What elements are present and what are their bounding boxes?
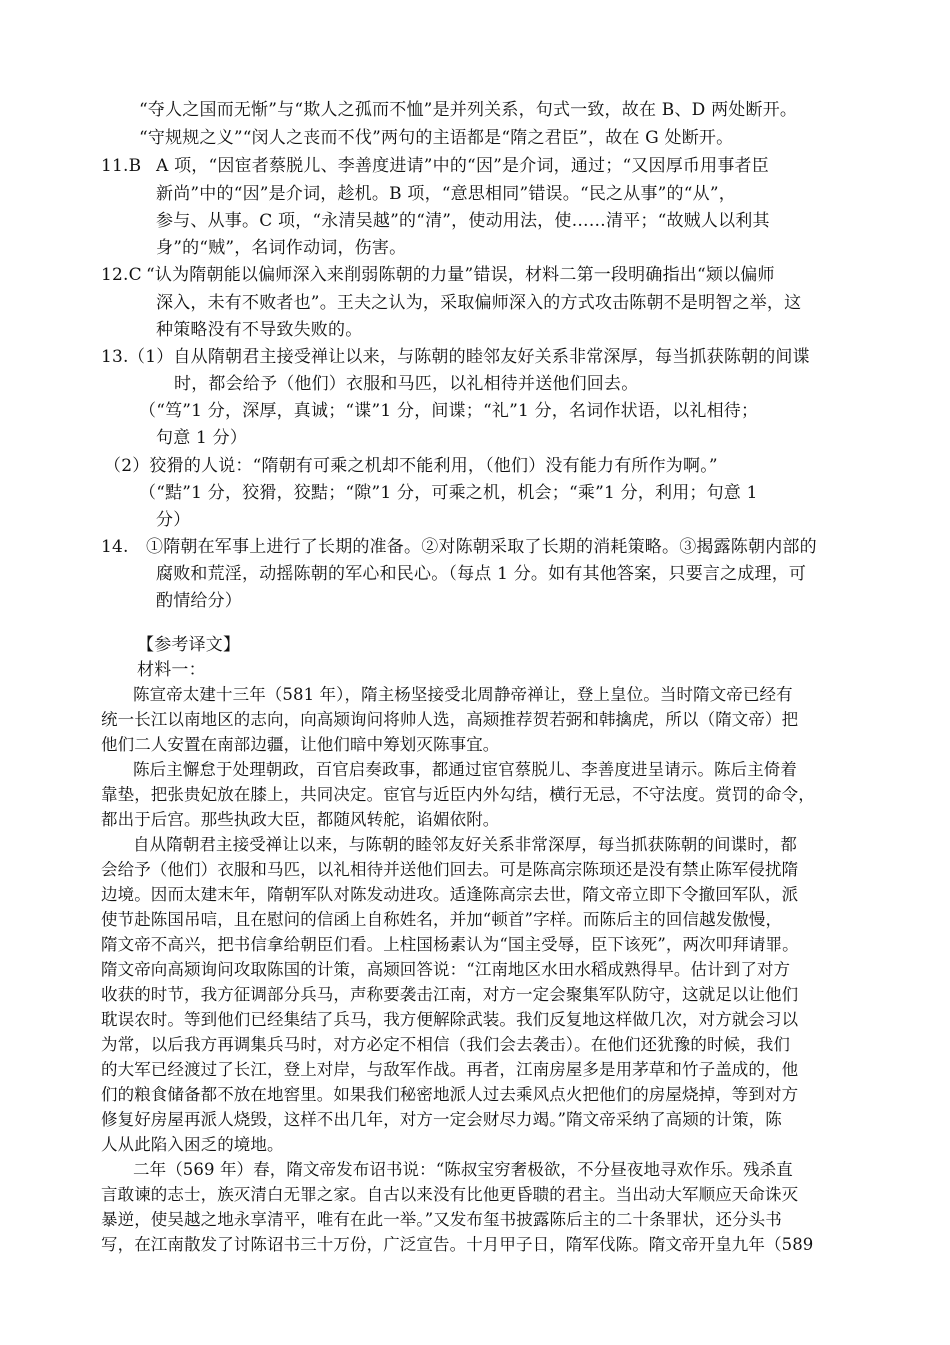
translation-p4-line-4: 写，在江南散发了讨陈诏书三十万份，广泛宣告。十月甲子日，隋军伐陈。隋文帝开皇九年（589 — [101, 1235, 814, 1254]
translation-p1-line-3: 他们二人安置在南部边疆，让他们暗中筹划灭陈事宜。 — [101, 735, 500, 754]
q13-part1-line-2: 时，都会给予（他们）衣服和马匹，以礼相待并送他们回去。 — [174, 374, 639, 394]
translation-p2-line-2: 靠垫，把张贵妃放在膝上，共同决定。宦官与近臣内外勾结，横行无忌，不守法度。赏罚的命令， — [101, 785, 815, 804]
translation-p4-line-1: 二年（569 年）春，隋文帝发布诏书说：“陈叔宝穷奢极欲，不分昼夜地寻欢作乐。残杀直 — [133, 1160, 793, 1179]
translation-heading: 【参考译文】 — [137, 635, 241, 655]
translation-p4-line-3: 暴逆，使吴越之地永享清平，唯有在此一举。”又发布玺书披露陈后主的二十条罪状，还分头书 — [101, 1210, 782, 1229]
q12-line-2: 深入，未有不败者也”。王夫之认为，采取偏师深入的方式攻击陈朝不是明智之举，这 — [156, 293, 802, 313]
q12-line-1: “认为隋朝能以偏师深入来削弱陈朝的力量”错误，材料二第一段明确指出“颎以偏师 — [146, 265, 775, 285]
translation-p3-line-10: 的大军已经渡过了长江，登上对岸，与敌军作战。再者，江南房屋多是用茅草和竹子盖成的，他 — [101, 1060, 799, 1079]
translation-p3-line-5: 隋文帝不高兴，把书信拿给朝臣们看。上柱国杨素认为“国主受辱，臣下该死”，两次叩拜请罪。 — [101, 935, 799, 954]
translation-p3-line-9: 为常，以后我方再调集兵马时，对方必定不相信（我们会去袭击）。在他们还犹豫的时候，我们 — [101, 1035, 790, 1054]
translation-p3-line-7: 收获的时节，我方征调部分兵马，声称要袭击江南，对方一定会聚集军队防守，这就足以让他们 — [101, 985, 799, 1004]
translation-p1-line-1: 陈宣帝太建十三年（581 年），隋主杨坚接受北周静帝禅让，登上皇位。当时隋文帝已经有 — [133, 685, 793, 704]
translation-p2-line-3: 都出于后宫。那些执政大臣，都随风转舵，谄媚依附。 — [101, 810, 500, 829]
q11-line-2: 新尚”中的“因”是介词，趁机。B 项，“意思相同”错误。“民之从事”的“从”， — [156, 184, 736, 204]
q11-line-4: 身”的“贼”，名词作动词，伤害。 — [156, 238, 407, 258]
q14-line-2: 腐败和荒淫，动摇陈朝的军心和民心。（每点 1 分。如有其他答案，只要言之成理，可 — [156, 564, 807, 584]
translation-p1-line-2: 统一长江以南地区的志向，向高颎询问将帅人选，高颎推荐贺若弼和韩擒虎，所以（隋文帝）把 — [101, 710, 799, 729]
translation-p3-line-2: 会给予（他们）衣服和马匹，以礼相待并送他们回去。可是陈高宗陈顼还是没有禁止陈军侵扰隋 — [101, 860, 799, 879]
translation-p3-line-11: 们的粮食储备都不放在地窖里。如果我们秘密地派人过去乘风点火把他们的房屋烧掉，等到对方 — [101, 1085, 799, 1104]
q13-part2-score-line-2: 分） — [156, 510, 191, 530]
translation-p3-line-4: 使节赴陈国吊唁，且在慰问的信函上自称姓名，并加“顿首”字样。而陈后主的回信越发傲慢， — [101, 910, 783, 929]
q12-label: 12.C — [101, 265, 142, 285]
q14-line-1: ①隋朝在军事上进行了长期的准备。②对陈朝采取了长期的消耗策略。③揭露陈朝内部的 — [146, 537, 817, 557]
q14-line-3: 酌情给分） — [156, 591, 242, 611]
q10-reason-line-2: “守规规之义”“闵人之丧而不伐”两句的主语都是“隋之君臣”，故在 G 处断开。 — [139, 128, 734, 148]
q13-part2-line: （2）狡猾的人说：“隋朝有可乘之机却不能利用，（他们）没有能力有所作为啊。” — [104, 456, 718, 476]
q11-label: 11.B — [101, 156, 142, 176]
q13-label: 13. — [101, 347, 129, 367]
q10-reason-line-1: “夺人之国而无惭”与“欺人之孤而不恤”是并列关系，句式一致，故在 B、D 两处断开。 — [139, 100, 798, 120]
translation-p3-line-12: 修复好房屋再派人烧毁，这样不出几年，对方一定会财尽力竭。”隋文帝采纳了高颎的计策，陈 — [101, 1110, 782, 1129]
q13-part1-line-1: （1）自从隋朝君主接受禅让以来，与陈朝的睦邻友好关系非常深厚，每当抓获陈朝的间谍 — [128, 347, 810, 367]
q12-line-3: 种策略没有不导致失败的。 — [156, 320, 363, 340]
q14-label: 14. — [101, 537, 129, 557]
translation-material-label: 材料一： — [137, 660, 206, 680]
q11-line-3: 参与、从事。C 项，“永清吴越”的“清”，使动用法，使……清平；“故贼人以利其 — [156, 211, 770, 231]
translation-p2-line-1: 陈后主懈怠于处理朝政，百官启奏政事，都通过宦官蔡脱儿、李善度进呈请示。陈后主倚着 — [133, 760, 797, 779]
q13-part1-score-line-2: 句意 1 分） — [156, 428, 248, 448]
translation-p3-line-8: 耽误农时。等到他们已经集结了兵马，我方便解除武装。我们反复地这样做几次，对方就会习以 — [101, 1010, 799, 1029]
q11-line-1: A 项，“因宦者蔡脱儿、李善度进请”中的“因”是介词，通过；“又因厚币用事者臣 — [156, 156, 769, 176]
translation-p3-line-6: 隋文帝向高颎询问攻取陈国的计策，高颎回答说：“江南地区水田水稻成熟得早。估计到了对方 — [101, 960, 791, 979]
translation-p3-line-3: 边境。因而太建末年，隋朝军队对陈发动进攻。适逢陈高宗去世，隋文帝立即下令撤回军队，派 — [101, 885, 799, 904]
q13-part1-score-line-1: （“笃”1 分，深厚，真诚；“谍”1 分，间谍；“礼”1 分，名词作状语，以礼相待； — [139, 401, 759, 421]
translation-p3-line-13: 人从此陷入困乏的境地。 — [101, 1135, 284, 1154]
translation-p4-line-2: 言敢谏的志士，族灭清白无罪之家。自古以来没有比他更昏聩的君主。当出动大军顺应天命诛灭 — [101, 1185, 799, 1204]
translation-p3-line-1: 自从隋朝君主接受禅让以来，与陈朝的睦邻友好关系非常深厚，每当抓获陈朝的间谍时，都 — [133, 835, 797, 854]
q13-part2-score-line-1: （“黠”1 分，狡猾，狡黠；“隙”1 分，可乘之机，机会；“乘”1 分，利用；句意 1 — [139, 483, 758, 503]
